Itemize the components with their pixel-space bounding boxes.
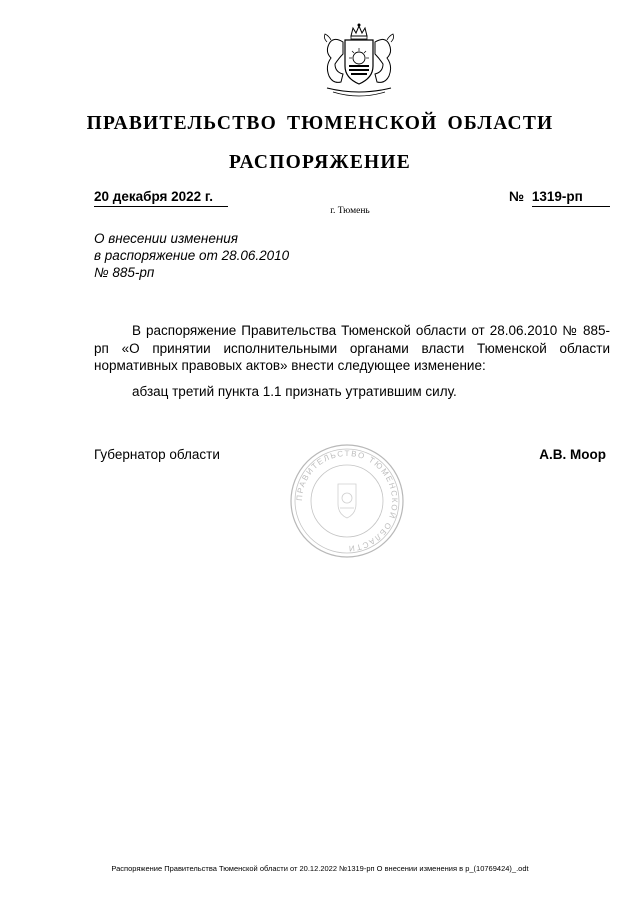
- number-sign: №: [509, 189, 525, 204]
- signatory-name: А.В. Моор: [539, 447, 606, 462]
- document-subject: [94, 230, 289, 281]
- subject-line: № 885-рп: [94, 265, 155, 280]
- document-footer: Распоряжение Правительства Тюменской области от 20.12.2022 №1319-рп О внесении изменения в р_(10769424)_.odt: [111, 864, 529, 873]
- document-type-title: РАСПОРЯЖЕНИЕ: [229, 152, 411, 173]
- subject-line: О внесении изменения: [94, 231, 239, 246]
- body-paragraph: В распоряжение Правительства Тюменской области от 28.06.2010 № 885-рп «О принятии исполнительными органами власти Тюменской области нормативных правовых актов» внести следующее изменение:: [94, 323, 610, 373]
- government-title: ПРАВИТЕЛЬСТВО ТЮМЕНСКОЙ ОБЛАСТИ: [86, 113, 554, 134]
- signatory-title: Губернатор области: [94, 447, 220, 462]
- document-date: 20 декабря 2022 г.: [94, 189, 228, 207]
- number-value: 1319-рп: [532, 189, 610, 207]
- coat-of-arms-emblem: [313, 22, 405, 104]
- body-paragraph: абзац третий пункта 1.1 признать утратившим силу.: [132, 383, 457, 399]
- subject-line: в распоряжение от 28.06.2010: [94, 248, 290, 263]
- document-number: [509, 189, 610, 207]
- city-label: г. Тюмень: [330, 206, 370, 216]
- document-body: [94, 322, 610, 400]
- official-seal-stamp: [288, 442, 406, 560]
- seal-text: ПРАВИТЕЛЬСТВО ТЮМЕНСКОЙ ОБЛАСТИ: [294, 448, 400, 554]
